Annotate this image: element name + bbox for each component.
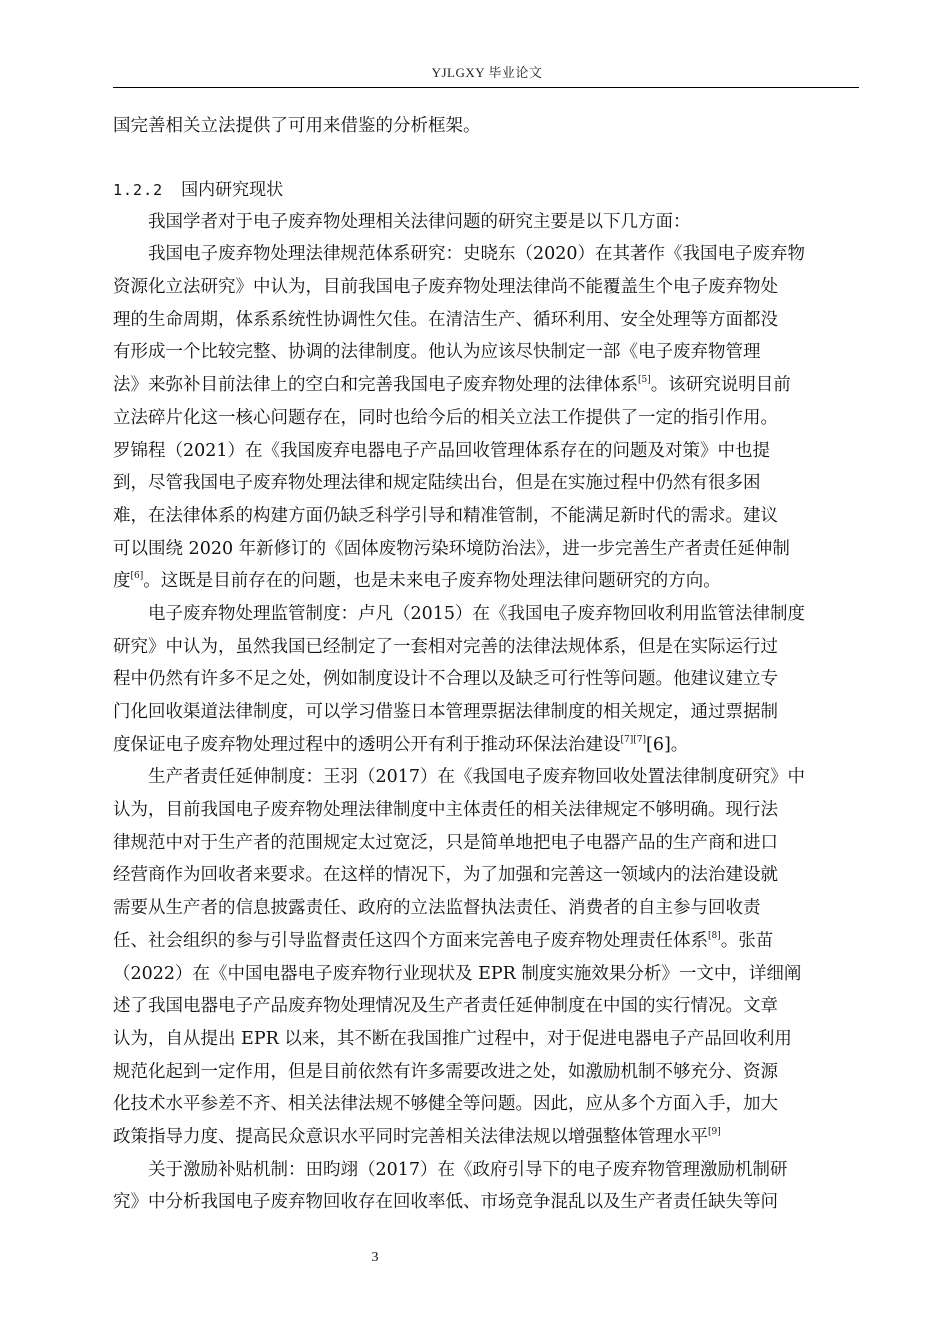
citation-marker: [9] [708,1126,721,1137]
paragraph-line [113,1121,861,1154]
text-segment: 度 [113,571,131,592]
paragraph-line: 可以围绕 2020 年新修订的《固体废物污染环境防治法》，进一步完善生产者责任延伸制 [113,538,790,559]
paragraph-line: 需要从生产者的信息披露责任、政府的立法监督执法责任、消费者的自主参与回收责 [113,898,761,919]
section-heading [113,174,861,206]
paragraph-line [113,369,861,402]
text-segment: 。张苗 [720,930,774,951]
citation-marker: [6] [130,571,144,582]
paragraph-line: 认为，自从提出 EPR 以来，其不断在我国推广过程中，对于促进电器电子产品回收利用 [113,1028,792,1049]
citation-marker: [5] [638,375,651,386]
text-segment: 政策指导力度、提高民众意识水平同时完善相关法律法规以增强整体管理水平 [113,1126,708,1147]
paragraph-line: 述了我国电器电子产品废弃物处理情况及生产者责任延伸制度在中国的实行情况。文章 [113,996,778,1017]
paragraph-line: 资源化立法研究》中认为，目前我国电子废弃物处理法律尚不能覆盖生个电子废弃物处 [113,277,778,298]
text-segment: [6]。 [646,734,689,755]
page-number: 3 [371,1250,379,1265]
citation-marker: [7][7] [620,734,646,745]
text-segment: 法》来弥补目前法律上的空白和完善我国电子废弃物处理的法律体系 [113,375,638,396]
paragraph-line [113,729,861,762]
paragraph-line: 经营商作为回收者来要求。在这样的情况下，为了加强和完善这一领域内的法治建设就 [113,865,778,886]
paragraph-line: 电子废弃物处理监管制度：卢凡（2015）在《我国电子废弃物回收利用监管法律制度 [148,603,806,624]
text-segment: 。该研究说明目前 [650,375,791,396]
paragraph-line: 有形成一个比较完整、协调的法律制度。他认为应该尽快制定一部《电子废弃物管理 [113,342,761,363]
text-segment: 任、社会组织的参与引导监督责任这四个方面来完善电子废弃物处理责任体系 [113,930,708,951]
paragraph-line: 国完善相关立法提供了可用来借鉴的分析框架。 [113,116,481,136]
text-segment: 。这既是目前存在的问题，也是未来电子废弃物处理法律问题研究的方向。 [143,571,721,592]
paragraph-line: 规范化起到一定作用，但是目前依然有许多需要改进之处，如激励机制不够充分、资源 [113,1061,778,1082]
paragraph-line: 我国学者对于电子废弃物处理相关法律问题的研究主要是以下几方面： [148,211,691,232]
paragraph-line: 罗锦程（2021）在《我国废弃电器电子产品回收管理体系存在的问题及对策》中也提 [113,440,771,461]
paragraph-line: 律规范中对于生产者的范围规定太过宽泛，只是简单地把电子电器产品的生产商和进口 [113,832,778,853]
paragraph-line: （2022）在《中国电器电子废弃物行业现状及 EPR 制度实施效果分析》一文中，详细阐 [113,963,802,984]
document-body [113,110,861,1219]
running-header: YJLGXY 毕业论文 [431,65,543,80]
section-number: 1.2.2 [113,180,164,199]
paragraph-line: 认为，目前我国电子废弃物处理法律制度中主体责任的相关法律规定不够明确。现行法 [113,800,778,821]
paragraph-line: 门化回收渠道法律制度，可以学习借鉴日本管理票据法律制度的相关规定，通过票据制 [113,702,778,722]
section-title: 国内研究现状 [181,179,284,200]
paragraph-line: 程中仍然有许多不足之处，例如制度设计不合理以及缺乏可行性等问题。他建议建立专 [113,669,778,690]
paragraph-line: 到，尽管我国电子废弃物处理法律和规定陆续出台，但是在实施过程中仍然有很多困 [113,473,761,494]
paragraph-line: 我国电子废弃物处理法律规范体系研究：史晓东（2020）在其著作《我国电子废弃物 [148,244,806,265]
paragraph-line: 究》中分析我国电子废弃物回收存在回收率低、市场竞争混乱以及生产者责任缺失等问 [113,1192,778,1213]
paragraph-line: 生产者责任延伸制度：王羽（2017）在《我国电子废弃物回收处置法律制度研究》中 [148,767,806,788]
paragraph-line: 研究》中认为，虽然我国已经制定了一套相对完善的法律法规体系，但是在实际运行过 [113,636,778,657]
citation-marker: [8] [708,930,721,941]
paragraph-line: 化技术水平参差不齐、相关法律法规不够健全等问题。因此，应从多个方面入手，加大 [113,1094,778,1115]
text-segment: 度保证电子废弃物处理过程中的透明公开有利于推动环保法治建设 [113,734,621,755]
paragraph-line [113,565,861,598]
header-rule [113,87,859,88]
paragraph-line [113,925,861,958]
paragraph-line: 关于激励补贴机制：田昀翊（2017）在《政府引导下的电子废弃物管理激励机制研 [148,1159,788,1180]
paragraph-line: 理的生命周期，体系系统性协调性欠佳。在清洁生产、循环利用、安全处理等方面都没 [113,309,778,330]
paragraph-line: 立法碎片化这一核心问题存在，同时也给今后的相关立法工作提供了一定的指引作用。 [113,407,778,428]
paragraph-line: 难，在法律体系的构建方面仍缺乏科学引导和精准管制，不能满足新时代的需求。建议 [113,505,778,526]
